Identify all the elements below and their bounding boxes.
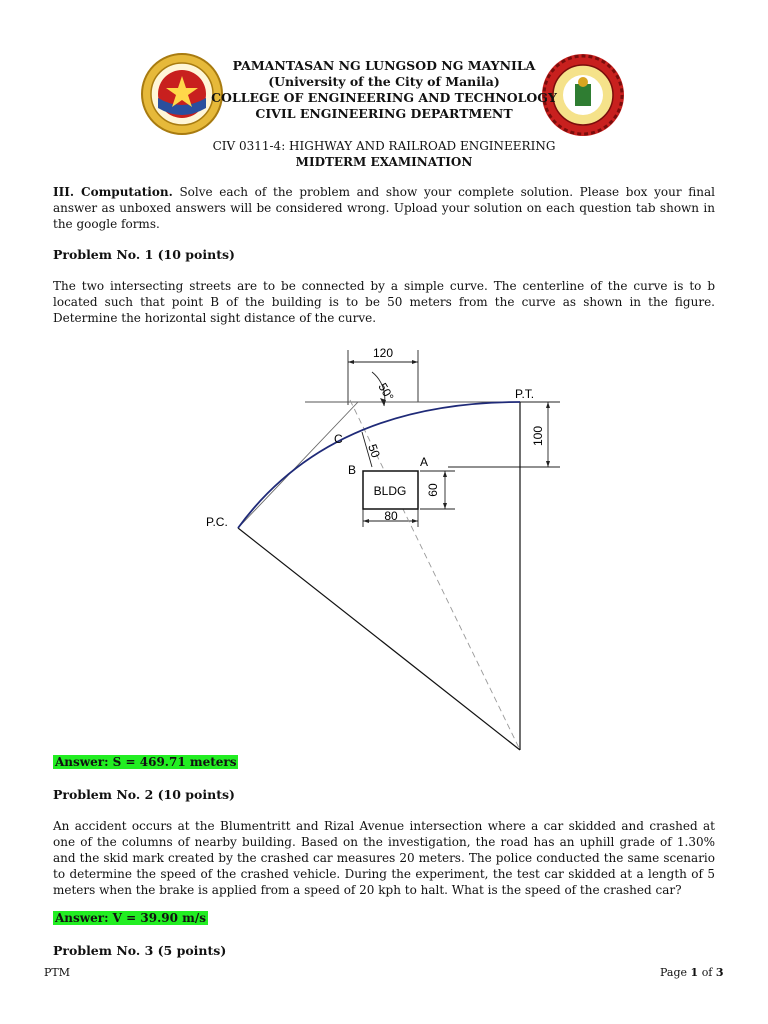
university-name: PAMANTASAN NG LUNGSOD NG MAYNILA [232,58,536,73]
problem2-text: An accident occurs at the Blumentritt and Rizal Avenue intersection where a car skidded and crashed at one of the columns of nearby building. Based on the investigation, the road has an uphill grade of 1.30% and the skid mark created by the crashed car measures 20 meters. The police conducted the same scenario to determine the speed of the crashed vehicle. During the experiment, the test car skidded at a length of 5 meters when the brake is applied from a speed of 20 kph to halt. What is the speed of the crashed car? [53,819,715,897]
pc-label: P.C. [206,515,228,529]
problem2-title: Problem No. 2 (10 points) [53,787,235,802]
point-b-label: B [348,463,357,477]
point-a-label: A [420,455,429,469]
dim-top-label: 120 [372,346,394,360]
dim-diag-label: 50 [365,442,383,460]
angle-label: 50° [375,380,397,404]
exam-title: MIDTERM EXAMINATION [295,155,473,169]
university-english-name: (University of the City of Manila) [268,74,500,89]
page-of: of [701,966,713,979]
college-name: COLLEGE OF ENGINEERING AND TECHNOLOGY [211,90,557,105]
dim-right-label: 100 [531,425,545,447]
pt-label: P.T. [515,387,535,401]
footer-initials: PTM [44,966,71,979]
course-title: CIV 0311-4: HIGHWAY AND RAILROAD ENGINEERING [212,139,556,153]
page-total: 3 [715,966,724,979]
point-c-label: C [334,432,343,446]
department-name: CIVIL ENGINEERING DEPARTMENT [255,106,513,121]
problem3-title: Problem No. 3 (5 points) [53,943,227,958]
page-prefix: Page [660,966,688,979]
problem1-text: The two intersecting streets are to be connected by a simple curve. The centerline of the curve is to b located such that point B of the building is to be 50 meters from the curve as shown in the figure. Determine the horizontal sight distance of the curve. [53,279,715,325]
problem2-answer: Answer: V = 39.90 m/s [55,911,206,925]
dim-bldg-height-label: 60 [426,483,440,497]
page-current: 1 [690,966,699,979]
page-number [660,966,724,979]
problem1-answer: Answer: S = 469.71 meters [55,755,237,769]
problem1-title: Problem No. 1 (10 points) [53,247,235,262]
dim-bldg-width-label: 80 [384,509,398,523]
instructions-text: Solve each of the problem and show your complete solution. Please box your final answer as unboxed answers will be considered wrong. Upload your solution on each question tab shown in the google forms. [53,185,715,231]
section-title: III. Computation. [53,185,173,199]
building-label: BLDG [373,484,407,498]
